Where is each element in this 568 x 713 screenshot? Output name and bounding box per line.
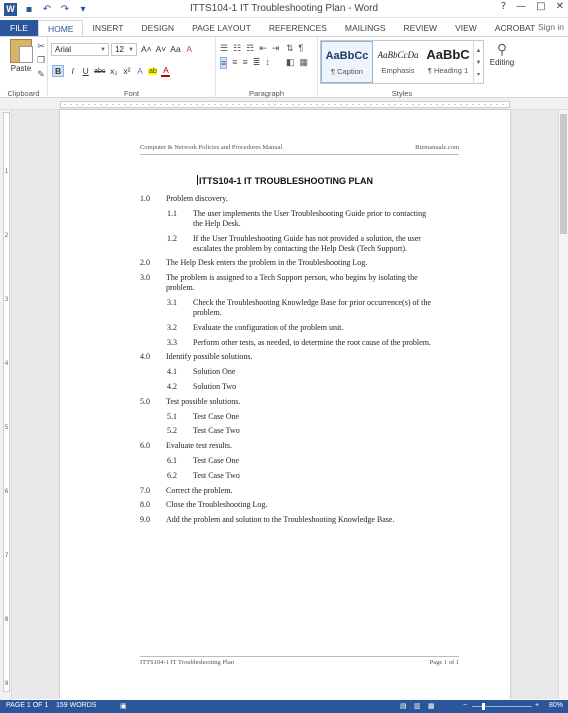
item-text-line: Test Case One	[193, 456, 240, 465]
page-footer	[140, 656, 459, 666]
italic-button[interactable]: I	[71, 66, 74, 76]
style-name: Emphasis	[381, 66, 415, 75]
item-text-line: problem.	[193, 308, 222, 317]
justify-icon[interactable]: ≣	[252, 57, 261, 67]
paragraph-row-right	[286, 43, 303, 54]
vruler-mark: 1	[4, 168, 9, 175]
item-text-line: Solution Two	[193, 382, 237, 391]
customize-toolbar-icon[interactable]: ▾	[80, 3, 86, 15]
clipboard-label: Clipboard	[7, 89, 40, 98]
footer-right-text: Page 1 of 1	[429, 659, 459, 666]
item-text-line: Test Case Two	[193, 426, 240, 436]
text-cursor	[197, 175, 198, 185]
item-text-line: the Help Desk.	[193, 218, 241, 228]
strikethrough-button[interactable]: abc	[94, 67, 106, 75]
item-text-line: Correct the problem.	[166, 485, 233, 495]
item-number: 3.2	[167, 322, 177, 332]
style-heading-1[interactable]	[423, 41, 473, 83]
zoom-in-button[interactable]: +	[535, 702, 540, 709]
undo-icon[interactable]: ↶	[42, 3, 52, 15]
title-bar	[0, 0, 568, 18]
zoom-slider[interactable]	[472, 706, 532, 707]
paragraph-row-right2	[286, 57, 308, 68]
ribbon	[0, 36, 568, 98]
clipboard-group	[0, 37, 48, 99]
item-number: 4.2	[167, 382, 177, 391]
status-bar	[0, 700, 568, 713]
item-text-line: The user implements the User Troubleshooting Guide prior to contacting	[193, 208, 427, 218]
horizontal-ruler[interactable]	[0, 98, 568, 110]
item-number: 4.1	[167, 367, 177, 377]
align-right-icon[interactable]: ≡	[242, 57, 248, 67]
bold-button[interactable]: B	[52, 65, 64, 77]
font-name-select[interactable]	[51, 43, 109, 56]
vruler-mark: 3	[4, 296, 9, 303]
increase-indent-icon[interactable]: ⇥	[271, 43, 280, 53]
header-left-text: Computer & Network Policies and Procedures Manual	[140, 144, 283, 151]
item-text-line: escalates the problem by contacting the Help Desk (Tech Support).	[193, 243, 408, 253]
format-painter-icon[interactable]: ✎	[37, 69, 45, 79]
vruler-mark: 2	[4, 232, 9, 239]
vruler-mark: 8	[4, 616, 9, 623]
sort-icon[interactable]: ⇅	[286, 43, 294, 53]
style-sample: AaBbC	[426, 47, 470, 62]
vruler-mark: 5	[4, 424, 9, 431]
tab-references[interactable]: REFERENCES	[268, 23, 327, 33]
item-text-line: The problem is assigned to a Tech Support person, who begins by isolating the	[166, 273, 418, 283]
ribbon-tabs	[0, 18, 568, 36]
document-title-text: ITTS104-1 IT TROUBLESHOOTING PLAN	[198, 176, 373, 186]
help-button[interactable]: ?	[500, 1, 507, 12]
chevron-down-icon: ▼	[128, 47, 134, 53]
page-header	[140, 144, 459, 155]
change-case-button[interactable]: Aa	[170, 44, 181, 54]
numbering-icon[interactable]: ☷	[233, 43, 242, 53]
item-text-line: Test Case One	[193, 411, 240, 421]
font-color-button[interactable]: A	[163, 65, 169, 75]
align-left-icon[interactable]: ≡	[221, 58, 227, 68]
item-text-line: The Help Desk enters the problem in the Troubleshooting Log.	[166, 258, 368, 268]
pilcrow-icon[interactable]: ¶	[298, 43, 304, 53]
vruler-mark: 4	[4, 360, 9, 367]
print-layout-icon[interactable]: ▥	[414, 703, 421, 710]
multilevel-list-icon[interactable]: ☶	[246, 43, 255, 53]
font-row-bottom	[52, 65, 170, 77]
tab-acrobat[interactable]: ACROBAT	[494, 23, 536, 33]
bullets-icon[interactable]: ☰	[220, 43, 229, 53]
item-text-line: Identify possible solutions.	[166, 352, 253, 362]
item-text-line: Evaluate test results.	[166, 441, 232, 451]
tab-review[interactable]: REVIEW	[403, 23, 438, 33]
copy-icon[interactable]: ❐	[36, 55, 46, 65]
tab-insert[interactable]: INSERT	[92, 23, 124, 33]
highlight-button[interactable]: ab	[149, 67, 157, 75]
paste-icon	[10, 39, 32, 63]
style-sample: AaBbCc	[325, 50, 369, 62]
style-sample: AaBbCcDa	[377, 50, 419, 60]
underline-button[interactable]: U	[82, 66, 89, 76]
word-count[interactable]: 159 WORDS	[56, 702, 97, 709]
tab-home[interactable]: HOME	[38, 20, 84, 36]
zoom-out-button[interactable]: −	[463, 702, 468, 709]
chevron-down-icon: ▼	[100, 47, 106, 53]
proofing-icon[interactable]: ▣	[120, 703, 127, 710]
line-spacing-icon[interactable]: ↕	[265, 57, 270, 67]
minimize-button[interactable]: —	[516, 1, 527, 12]
page-count[interactable]: PAGE 1 OF 1	[6, 702, 49, 709]
read-mode-icon[interactable]: ▤	[400, 703, 407, 710]
item-number: 9.0	[140, 515, 150, 525]
tab-file[interactable]: FILE	[0, 20, 38, 36]
close-button[interactable]: ✕	[555, 1, 564, 12]
sign-in-link[interactable]: Sign in	[538, 22, 564, 32]
style-caption[interactable]	[321, 41, 373, 83]
vruler-mark: 7	[4, 552, 9, 559]
grow-font-button[interactable]: A˄	[141, 44, 152, 54]
word-logo-icon: W	[4, 3, 17, 16]
item-text-line: Check the Troubleshooting Knowledge Base for prior occurrence(s) of the	[193, 298, 431, 307]
header-right-text: Bizmanualz.com	[415, 144, 459, 151]
web-layout-icon[interactable]: ▦	[428, 703, 435, 710]
editing-label: Editing	[489, 58, 515, 67]
paste-button[interactable]	[4, 39, 38, 73]
item-number: 1.2	[167, 233, 177, 243]
save-icon[interactable]: ▪	[25, 3, 33, 15]
paste-label: Paste	[10, 64, 32, 73]
vertical-ruler-strip	[3, 112, 10, 692]
editing-button[interactable]	[488, 41, 516, 67]
text-effects-button[interactable]: A	[137, 66, 143, 76]
superscript-button[interactable]: x²	[123, 66, 131, 76]
vruler-mark: 9	[4, 680, 9, 687]
item-number: 5.0	[140, 396, 150, 406]
vertical-scrollbar[interactable]	[558, 110, 568, 699]
binoculars-icon: ⚲	[496, 41, 508, 57]
item-text-line: Problem discovery.	[166, 194, 228, 203]
item-number: 1.0	[140, 194, 150, 203]
item-number: 5.1	[167, 411, 177, 421]
font-size-value: 12	[115, 45, 124, 54]
align-center-icon[interactable]: ≡	[232, 57, 238, 67]
font-size-select[interactable]	[111, 43, 137, 56]
item-number: 1.1	[167, 208, 177, 218]
item-number: 7.0	[140, 485, 150, 495]
font-row-top	[141, 44, 194, 54]
window-controls	[501, 1, 564, 12]
item-text-line: Perform other tests, as needed, to determine the root cause of the problem.	[193, 337, 431, 347]
item-number: 8.0	[140, 500, 150, 510]
item-text-line: Add the problem and solution to the Troubleshooting Knowledge Base.	[166, 515, 395, 525]
item-text-line: Evaluate the configuration of the problem unit.	[193, 322, 344, 332]
item-number: 3.0	[140, 273, 150, 283]
paragraph-row-top	[220, 43, 279, 54]
decrease-indent-icon[interactable]: ⇤	[259, 43, 267, 53]
item-number: 6.2	[167, 470, 177, 480]
item-number: 2.0	[140, 258, 150, 268]
subscript-button[interactable]: x₂	[110, 66, 118, 76]
zoom-level[interactable]: 80%	[549, 702, 564, 709]
style-name: ¶ Caption	[331, 67, 363, 76]
scrollbar-thumb[interactable]	[560, 114, 567, 234]
tab-view[interactable]: VIEW	[455, 23, 477, 33]
tab-design[interactable]: DESIGN	[141, 23, 175, 33]
document-title	[60, 175, 510, 186]
item-text-line: Close the Troubleshooting Log.	[166, 500, 268, 510]
paragraph-label: Paragraph	[248, 89, 285, 98]
shading-icon[interactable]: ◧	[286, 57, 295, 67]
maximize-button[interactable]: □	[536, 1, 546, 12]
font-group	[48, 37, 216, 99]
item-number: 3.3	[167, 337, 177, 347]
tab-mailings[interactable]: MAILINGS	[344, 23, 386, 33]
paragraph-row-mid	[220, 57, 270, 69]
cut-icon[interactable]: ✂	[37, 41, 45, 51]
item-number: 5.2	[167, 426, 177, 436]
styles-label: Styles	[391, 89, 413, 98]
item-number: 4.0	[140, 352, 150, 362]
item-number: 6.1	[167, 456, 177, 465]
styles-scroll[interactable]: ▲ ▼ ▾	[473, 41, 483, 83]
vruler-mark: 6	[4, 488, 9, 495]
style-name: ¶ Heading 1	[427, 66, 469, 75]
vertical-ruler[interactable]	[0, 110, 12, 700]
item-text-line: If the User Troubleshooting Guide has not provided a solution, the user	[193, 233, 421, 243]
window-title: ITTS104-1 IT Troubleshooting Plan - Word	[189, 3, 379, 14]
font-name-value: Arial	[55, 45, 72, 54]
item-text-line: Solution One	[193, 367, 236, 377]
footer-left-text: ITTS104-1 IT Troubleshooting Plan	[140, 659, 234, 666]
ruler-ticks	[62, 102, 508, 107]
clear-formatting-button[interactable]: A	[186, 44, 193, 54]
item-number: 6.0	[140, 441, 150, 451]
borders-icon[interactable]: ▦	[299, 57, 309, 67]
item-text-line: problem.	[166, 283, 195, 293]
shrink-font-button[interactable]: A˅	[155, 44, 167, 54]
redo-icon[interactable]: ↷	[60, 3, 70, 15]
zoom-slider-handle[interactable]	[482, 703, 485, 710]
item-number: 3.1	[167, 298, 177, 307]
styles-gallery	[320, 40, 484, 84]
style-emphasis[interactable]	[373, 41, 423, 83]
tab-page-layout[interactable]: PAGE LAYOUT	[192, 23, 251, 33]
paragraph-group	[216, 37, 318, 99]
document-page[interactable]	[60, 110, 510, 700]
item-text-line: Test Case Two	[193, 470, 240, 480]
font-label: Font	[123, 89, 139, 98]
item-text-line: Test possible solutions.	[166, 396, 241, 406]
